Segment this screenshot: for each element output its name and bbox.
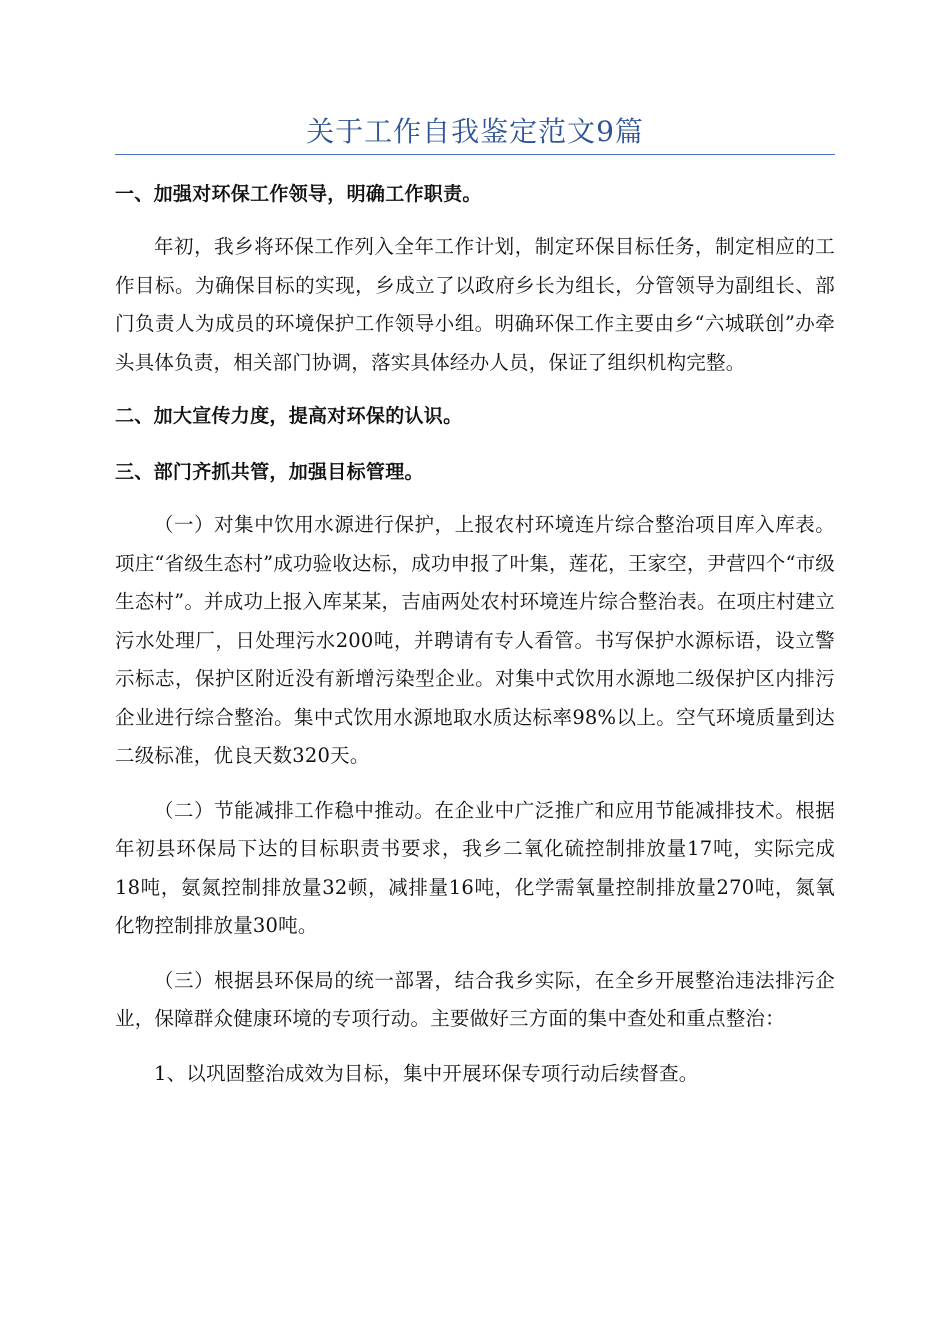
document-body xyxy=(115,172,835,1093)
paragraph-energy-saving: （二）节能减排工作稳中推动。在企业中广泛推广和应用节能减排技术。根据年初县环保局下达的目标职责书要求，我乡二氧化硫控制排放量17吨，实际完成18吨，氨氮控制排放量32顿，减排量16吨，化学需氧量控制排放量270吨，氮氧化物控制排放量30吨。 xyxy=(115,798,835,937)
section-heading-2: 二、加大宣传力度，提高对环保的认识。 xyxy=(115,405,463,427)
paragraph-special-action: （三）根据县环保局的统一部署，结合我乡实际，在全乡开展整治违法排污企业，保障群众健康环境的专项行动。主要做好三方面的集中查处和重点整治： xyxy=(115,968,835,1030)
document-title: 关于工作自我鉴定范文9篇 xyxy=(306,115,644,148)
paragraph-water-protection: （一）对集中饮用水源进行保护，上报农村环境连片综合整治项目库入库表。项庄“省级生态村”成功验收达标，成功申报了叶集，莲花，王家空，尹营四个“市级生态村”。并成功上报入库某某，吉庙两处农村环境连片综合整治表。在项庄村建立污水处理厂，日处理污水200吨，并聘请有专人看管。书写保护水源标语，设立警示标志，保护区附近没有新增污染型企业。对集中式饮用水源地二级保护区内排污企业进行综合整治。集中式饮用水源地取水质达标率98%以上。空气环境质量到达二级标准，优良天数320天。 xyxy=(115,513,836,767)
section-heading-3: 三、部门齐抓共管，加强目标管理。 xyxy=(115,461,424,483)
title-underline xyxy=(115,154,835,155)
paragraph-leadership: 年初，我乡将环保工作列入全年工作计划，制定环保目标任务，制定相应的工作目标。为确保目标的实现，乡成立了以政府乡长为组长，分管领导为副组长、部门负责人为成员的环境保护工作领导小组。明确环保工作主要由乡“六城联创”办牵头具体负责，相关部门协调，落实具体经办人员，保证了组织机构完整。 xyxy=(115,235,835,374)
section-heading-1: 一、加强对环保工作领导，明确工作职责。 xyxy=(115,183,482,205)
paragraph-item-1: 1、以巩固整治成效为目标，集中开展环保专项行动后续督查。 xyxy=(154,1061,699,1085)
